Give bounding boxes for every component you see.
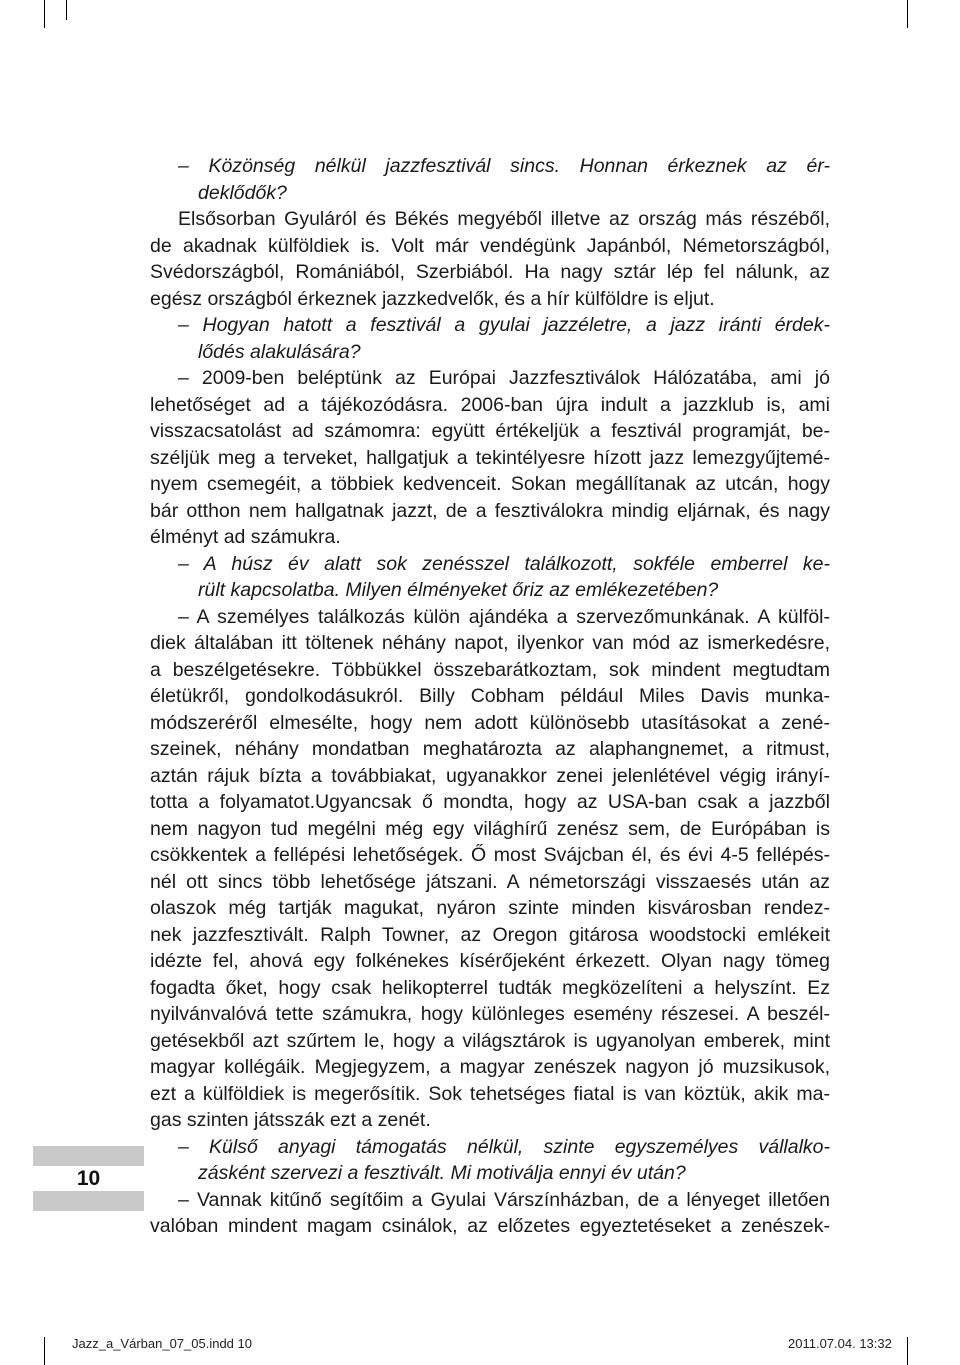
crop-mark-top-left xyxy=(44,0,45,28)
answer-line: széljük meg a terveket, hallgatjuk a tekintélyesre hízott jazz lemezgyűjtemé- xyxy=(150,446,830,469)
question-line: zásként szervezi a fesztivált. Mi motiválja ennyi év után? xyxy=(198,1162,686,1184)
page-number-block xyxy=(33,1146,144,1212)
answer-line: életükről, gondolkodásukról. Billy Cobham például Miles Davis munka- xyxy=(150,685,830,707)
question-line: – Külső anyagi támogatás nélkül, szinte egyszemélyes vállalko- xyxy=(178,1135,830,1158)
answer-line: de akadnak külföldiek is. Volt már vendégünk Japánból, Németországból, xyxy=(150,234,830,257)
answer-line: módszeréről elmesélte, hogy nem adott különösebb utasításokat a zené- xyxy=(150,711,830,734)
answer-line: Elsősorban Gyuláról és Békés megyéből illetve az ország más részéből, xyxy=(178,208,830,230)
question-line: – A húsz év alatt sok zenésszel találkozott, sokféle emberrel ke- xyxy=(178,552,830,575)
answer-line: totta a folyamatot.Ugyancsak ő mondta, hogy az USA-ban csak a jazzből xyxy=(150,791,830,813)
answer-line: gas szinten játsszák ezt a zenét. xyxy=(150,1109,431,1131)
answer-line: aztán rájuk bízta a továbbiakat, ugyanakkor zenei jelenlétével végig irányí- xyxy=(150,764,830,787)
slug-date-time: 2011.07.04. 13:32 xyxy=(788,1336,892,1351)
crop-mark-top-right xyxy=(907,0,908,28)
answer-line: olaszok még tartják magukat, nyáron szinte minden kisvárosban rendez- xyxy=(150,897,830,919)
answer-line: – A személyes találkozás külön ajándéka a szervezőmunkának. A külföl- xyxy=(178,605,830,628)
answer-line: fogadta őket, hogy csak helikopterrel tudták megközelíteni a helyszínt. Ez xyxy=(150,976,830,999)
answer-line: magyar kollégáik. Megjegyzem, a magyar zenészek nagyon jó muzsikusok, xyxy=(150,1056,830,1078)
answer-line: bár otthon nem hallgatnak jazzt, de a fesztiválokra mindig eljárnak, és nagy xyxy=(150,499,830,522)
answer-line: nem nagyon tud megélni még egy világhírű zenész sem, de Európában is xyxy=(150,817,830,840)
answer-line: diek általában itt töltenek néhány napot, ilyenkor van mód az ismerkedésre, xyxy=(150,632,830,654)
answer-line: élményt ad számukra. xyxy=(150,526,341,548)
answer-line: nyem csemegéit, a többiek kedvenceit. Sokan megállítanak az utcán, hogy xyxy=(150,473,830,495)
answer-line: idézte fel, ahová egy folkénekes kísérőjeként érkezett. Olyan nagy tömeg xyxy=(150,950,830,972)
crop-mark-top-left-2 xyxy=(66,0,67,20)
crop-mark-bottom-left xyxy=(44,1337,45,1365)
answer-line: – Vannak kitűnő segítőim a Gyulai Várszínházban, de a lényeget illetően xyxy=(178,1188,830,1211)
question-line: rült kapcsolatba. Milyen élményeket őriz az emlékezetében? xyxy=(198,579,719,601)
answer-line: egész országból érkeznek jazzkedvelők, és a hír külföldre is eljut. xyxy=(150,287,715,310)
answer-line: csökkentek a fellépési lehetőségek. Ő most Svájcban él, és évi 4-5 fellépés- xyxy=(150,844,830,866)
answer-line: lehetőséget ad a tájékozódásra. 2006-ban újra indult a jazzklub is, ami xyxy=(150,393,830,416)
answer-line: – 2009-ben beléptünk az Európai Jazzfesztiválok Hálózatába, ami jó xyxy=(178,367,830,389)
answer-line: nek jazzfesztivált. Ralph Towner, az Oregon gitárosa woodstocki emlékeit xyxy=(150,923,830,946)
page-number-bar-top xyxy=(33,1146,144,1166)
answer-line: ezt a külföldiek is megerősítik. Sok tehetséges fiatal is van köztük, akik ma- xyxy=(150,1082,830,1105)
answer-line: valóban mindent magam csinálok, az előzetes egyeztetéseket a zenészek- xyxy=(150,1215,830,1237)
answer-line: Svédországból, Romániából, Szerbiából. Ha nagy sztár lép fel nálunk, az xyxy=(150,261,830,283)
answer-line: a beszélgetésekre. Többükkel összebarátkoztam, sok mindent megtudtam xyxy=(150,658,830,681)
question-line: lődés alakulására? xyxy=(198,340,361,363)
answer-line: nél ott sincs több lehetősége játszani. A németországi visszaesés után az xyxy=(150,870,830,893)
article-body xyxy=(150,153,830,1240)
question-line: – Hogyan hatott a fesztivál a gyulai jazzéletre, a jazz iránti érdek- xyxy=(178,314,830,336)
page-number-bar-bottom xyxy=(33,1191,144,1211)
answer-line: szeinek, néhány mondatban meghatározta az alaphangnemet, a ritmust, xyxy=(150,738,830,760)
answer-line: getésekből azt szűrtem le, hogy a világsztárok is ugyanolyan emberek, mint xyxy=(150,1029,830,1052)
answer-line: visszacsatolást ad számomra: együtt értékeljük a fesztivál programját, be- xyxy=(150,420,830,442)
question-line: – Közönség nélkül jazzfesztivál sincs. Honnan érkeznek az ér- xyxy=(178,155,830,177)
answer-line: nyilvánvalóvá tette számukra, hogy különleges esemény részesei. A beszél- xyxy=(150,1003,830,1025)
slug-file-name: Jazz_a_Várban_07_05.indd 10 xyxy=(72,1336,252,1351)
crop-mark-bottom-right xyxy=(907,1337,908,1365)
page-number: 10 xyxy=(76,1167,101,1190)
question-line: deklődők? xyxy=(198,181,287,204)
